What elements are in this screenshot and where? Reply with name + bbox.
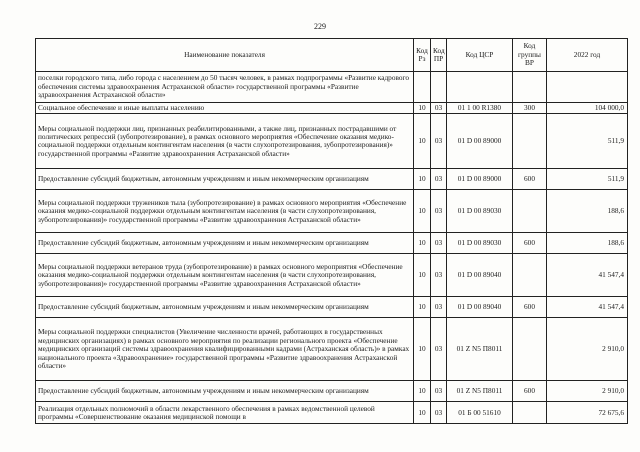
row-rz: 10 (414, 103, 431, 114)
header-name: Наименование показателя (36, 39, 414, 72)
row-amount: 188,6 (547, 190, 628, 233)
row-rz: 10 (414, 114, 431, 169)
row-rz: 10 (414, 190, 431, 233)
row-name: Предоставление субсидий бюджетным, автономным учреждениям и иным некоммерческим организациям (36, 381, 414, 402)
row-pr: 03 (431, 254, 447, 297)
row-vr: 600 (513, 381, 547, 402)
row-amount: 2 910,0 (547, 318, 628, 381)
row-csr: 01 D 00 89040 (447, 297, 513, 318)
row-csr: 01 D 00 89030 (447, 190, 513, 233)
row-amount: 104 000,0 (547, 103, 628, 114)
row-name: Предоставление субсидий бюджетным, автономным учреждениям и иным некоммерческим организациям (36, 169, 414, 190)
row-name: поселки городского типа, либо города с населением до 50 тысяч человек, в рамках подпрограммы «Развитие кадрового обеспечения системы здравоохранения Астраханской области» государственной программы «Развитие здравоохранения Астраханской области» (36, 72, 414, 103)
table-row (36, 233, 628, 254)
row-name: Меры социальной поддержки лиц, признанных реабилитированными, а также лиц, признанных пострадавшими от политических репрессий (зубопротезирование), в рамках основного мероприятия «Обеспечение оказания медико-социальной поддержки отдельным контингентам населения (в части слухопротезирования, зубопротезирования)» государственной программы «Развитие здравоохранения Астраханской области» (36, 114, 414, 169)
row-rz: 10 (414, 318, 431, 381)
row-rz: 10 (414, 254, 431, 297)
row-rz: 10 (414, 297, 431, 318)
row-vr (513, 318, 547, 381)
header-rz: Код Рз (414, 39, 431, 72)
row-vr (513, 190, 547, 233)
row-name: Реализация отдельных полномочий в области лекарственного обеспечения в рамках ведомственной целевой программы «Совершенствование оказания медицинской помощи в (36, 402, 414, 424)
table-row (36, 297, 628, 318)
row-amount: 2 910,0 (547, 381, 628, 402)
row-rz: 10 (414, 233, 431, 254)
table-row (36, 169, 628, 190)
row-rz: 10 (414, 169, 431, 190)
row-pr: 03 (431, 297, 447, 318)
row-pr: 03 (431, 381, 447, 402)
row-rz (414, 72, 431, 103)
table-row (36, 72, 628, 103)
row-csr: 01 D 00 89000 (447, 169, 513, 190)
row-pr: 03 (431, 402, 447, 424)
table-row (36, 318, 628, 381)
row-amount: 188,6 (547, 233, 628, 254)
row-csr: 01 1 00 R1380 (447, 103, 513, 114)
table-row (36, 190, 628, 233)
row-csr: 01 D 00 89040 (447, 254, 513, 297)
row-name: Меры социальной поддержки специалистов (Увеличение численности врачей, работающих в государственных медицинских организациях) в рамках основного мероприятия по реализации регионального проекта «Обеспечение медицинских организаций системы здравоохранения квалифицированными кадрами (Астраханская область)» в рамках национального проекта «Здравоохранение» государственной программы «Развитие здравоохранения Астраханской области» (36, 318, 414, 381)
row-pr: 03 (431, 233, 447, 254)
budget-table (35, 38, 628, 424)
row-rz: 10 (414, 402, 431, 424)
row-name: Предоставление субсидий бюджетным, автономным учреждениям и иным некоммерческим организациям (36, 233, 414, 254)
row-csr: 01 D 00 89000 (447, 114, 513, 169)
page-number: 229 (314, 22, 326, 31)
table-row (36, 103, 628, 114)
row-csr: 01 Z N5 П8011 (447, 318, 513, 381)
table-header-row (36, 39, 628, 72)
row-pr (431, 72, 447, 103)
table-row (36, 402, 628, 424)
row-csr (447, 72, 513, 103)
row-csr: 01 Z N5 П8011 (447, 381, 513, 402)
row-vr: 600 (513, 169, 547, 190)
header-csr: Код ЦСР (447, 39, 513, 72)
row-vr: 600 (513, 297, 547, 318)
row-vr: 600 (513, 233, 547, 254)
row-amount: 41 547,4 (547, 297, 628, 318)
row-pr: 03 (431, 190, 447, 233)
row-name: Меры социальной поддержки тружеников тыла (зубопротезирование) в рамках основного мероприятия «Обеспечение оказания медико-социальной поддержки отдельным контингентам населения (в части слухопротезирования, зубопротезирования)» государственной программы «Развитие здравоохранения Астраханской области» (36, 190, 414, 233)
row-pr: 03 (431, 318, 447, 381)
row-vr (513, 72, 547, 103)
row-rz: 10 (414, 381, 431, 402)
row-vr (513, 402, 547, 424)
row-amount (547, 72, 628, 103)
row-vr: 300 (513, 103, 547, 114)
header-pr: Код ПР (431, 39, 447, 72)
row-name: Социальное обеспечение и иные выплаты населению (36, 103, 414, 114)
row-pr: 03 (431, 103, 447, 114)
row-pr: 03 (431, 169, 447, 190)
row-csr: 01 Б 00 51610 (447, 402, 513, 424)
row-csr: 01 D 00 89030 (447, 233, 513, 254)
row-pr: 03 (431, 114, 447, 169)
table-row (36, 254, 628, 297)
header-vr: Код группы ВР (513, 39, 547, 72)
row-amount: 72 675,6 (547, 402, 628, 424)
row-amount: 41 547,4 (547, 254, 628, 297)
row-name: Предоставление субсидий бюджетным, автономным учреждениям и иным некоммерческим организациям (36, 297, 414, 318)
header-year: 2022 год (547, 39, 628, 72)
row-amount: 511,9 (547, 114, 628, 169)
table-row (36, 381, 628, 402)
row-name: Меры социальной поддержки ветеранов труда (зубопротезирование) в рамках основного мероприятия «Обеспечение оказания медико-социальной поддержки отдельным контингентам населения (в части слухопротезирования, зубопротезирования)» государственной программы «Развитие здравоохранения Астраханской области» (36, 254, 414, 297)
row-vr (513, 114, 547, 169)
table-row (36, 114, 628, 169)
row-vr (513, 254, 547, 297)
row-amount: 511,9 (547, 169, 628, 190)
